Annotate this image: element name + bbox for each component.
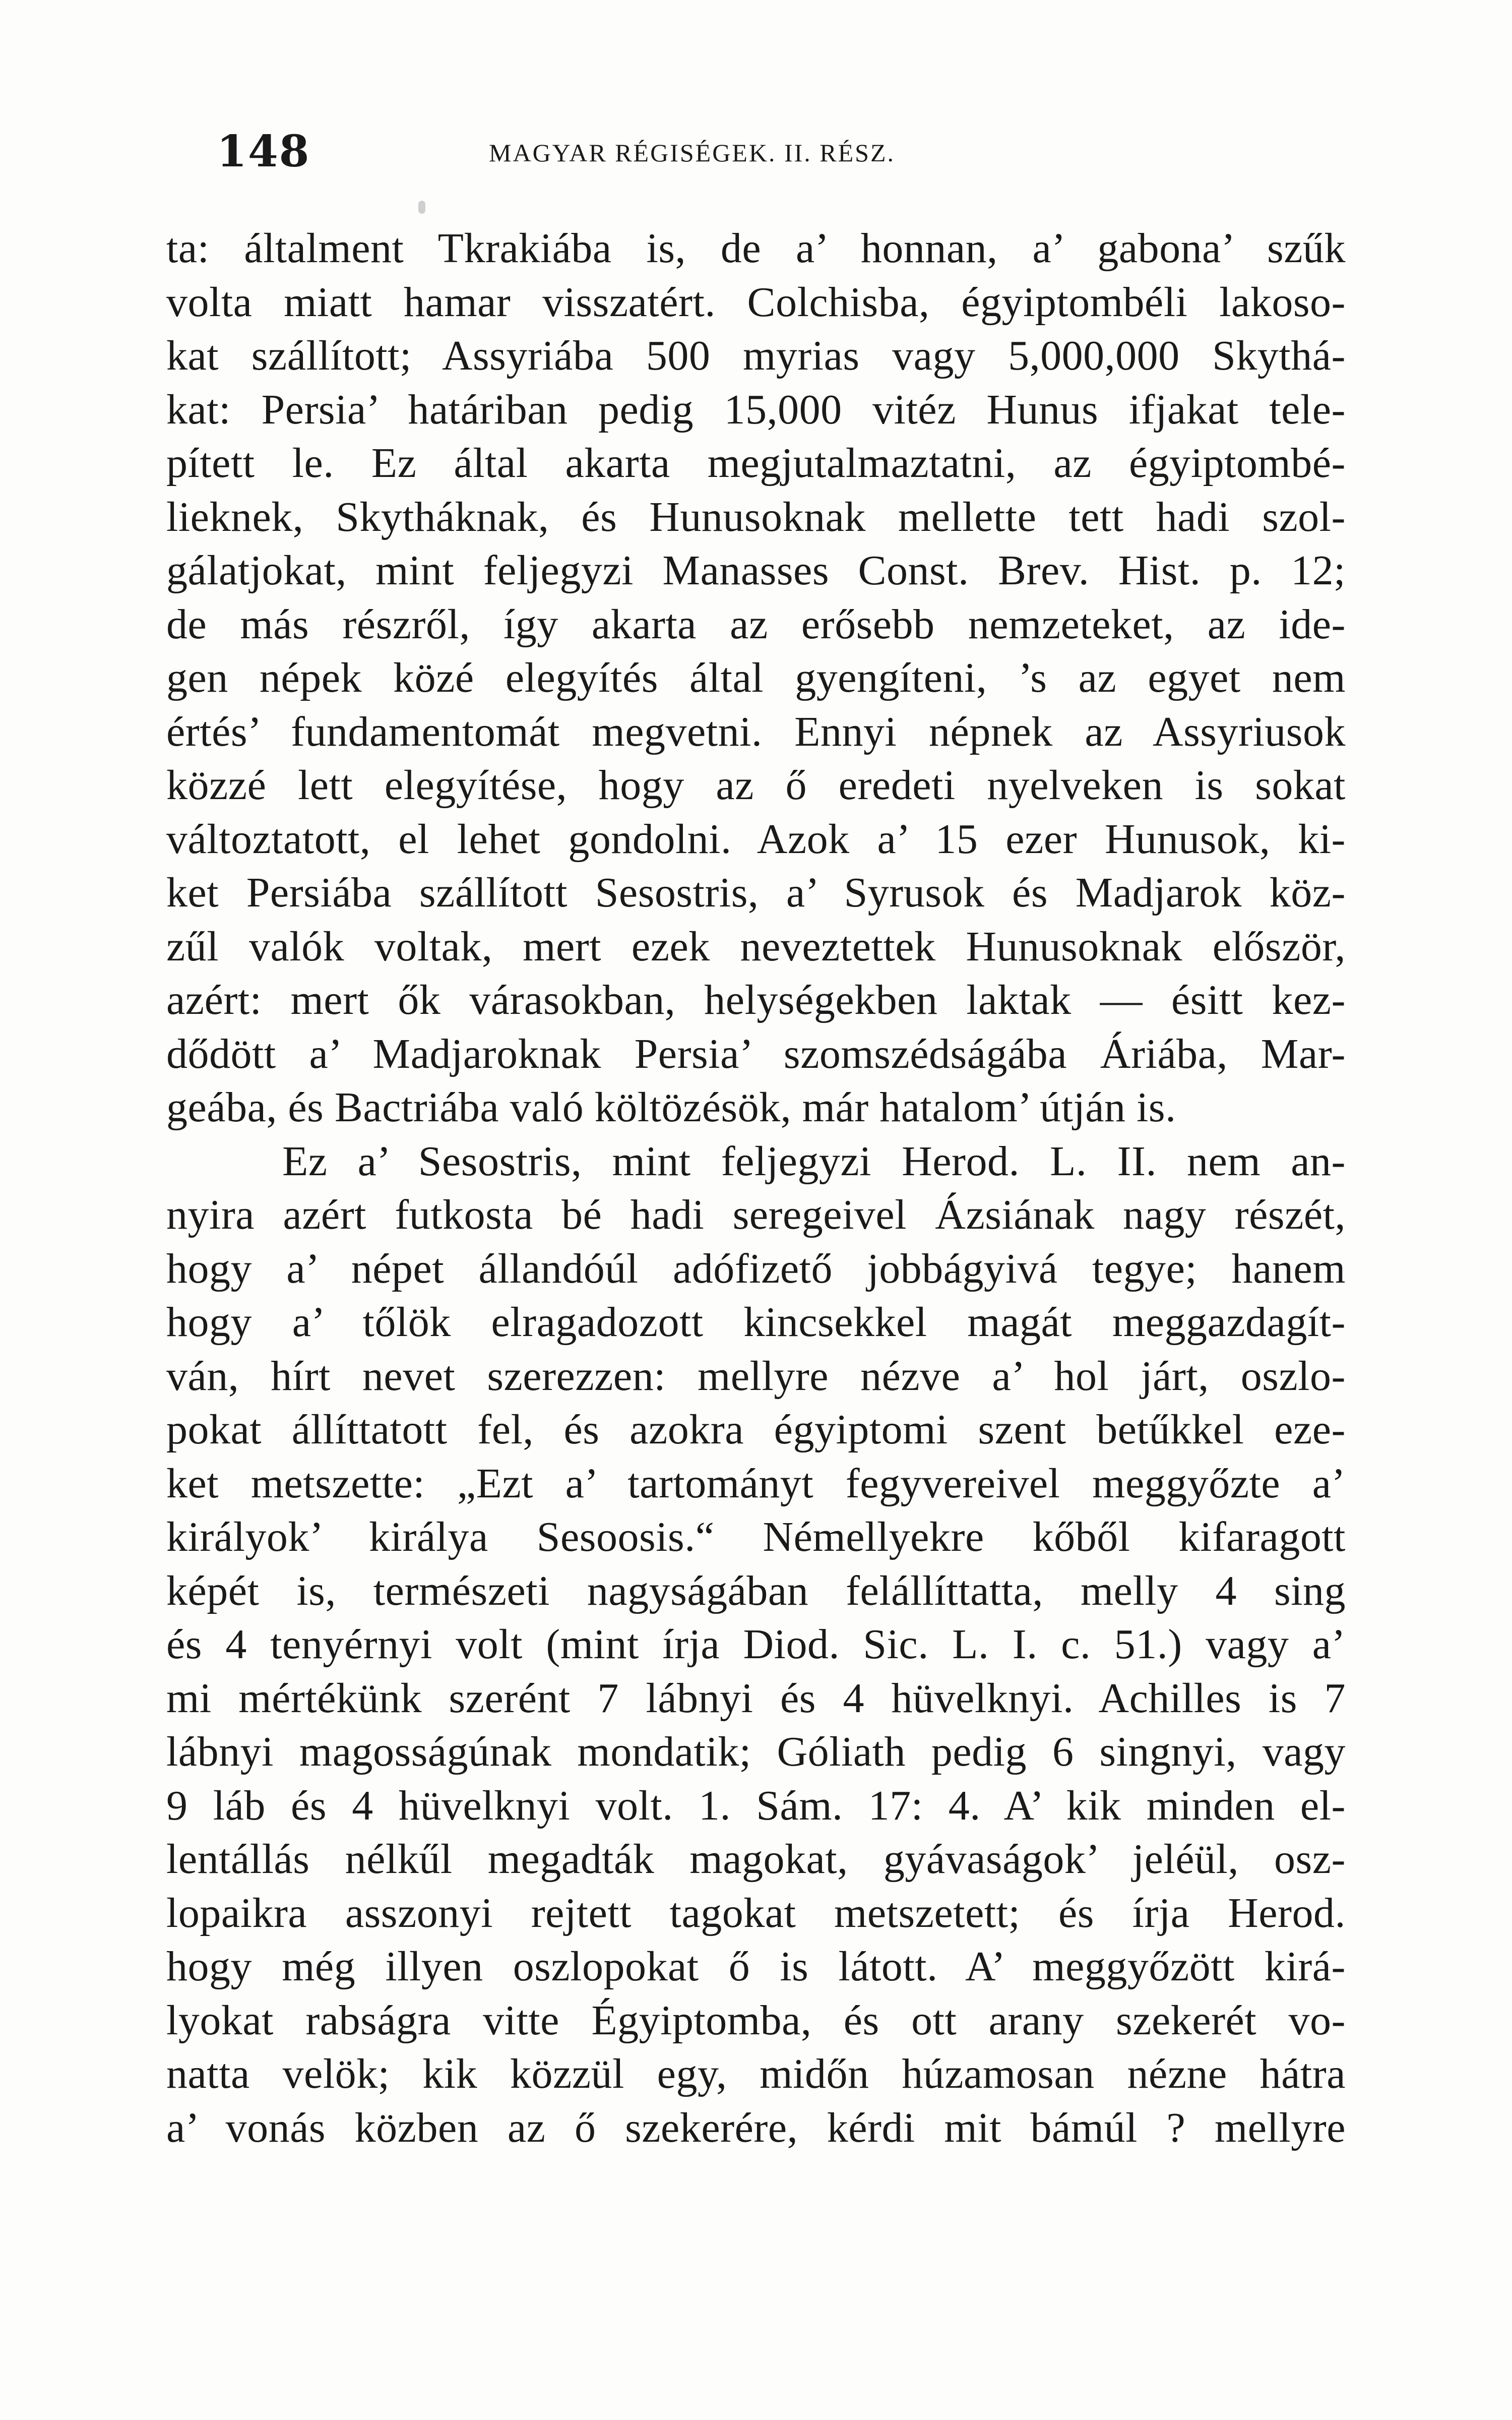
text-line: pített le. Ez által akarta megjutalmaztatni, az égyiptombé- (166, 440, 1346, 487)
text-line: változtatott, el lehet gondolni. Azok a’ 15 ezer Hunusok, ki- (166, 815, 1346, 863)
text-line: natta velök; kik közzül egy, midőn húzamosan nézne hátra (166, 2050, 1346, 2097)
text-line: 9 láb és 4 hüvelknyi volt. 1. Sám. 17: 4. A’ kik minden el- (166, 1782, 1346, 1829)
text-line: zűl valók voltak, mert ezek neveztettek Hunusoknak először, (166, 923, 1346, 970)
text-line: képét is, természeti nagyságában felállíttatta, melly 4 sing (166, 1567, 1346, 1614)
text-line: lieknek, Skytháknak, és Hunusoknak mellette tett hadi szol- (166, 493, 1346, 540)
text-line: de más részről, így akarta az erősebb nemzeteket, az ide- (166, 600, 1346, 648)
text-line: azért: mert ők várasokban, helységekben laktak — ésitt kez- (166, 977, 1346, 1023)
paragraph-first-line: Ez a’ Sesostris, mint feljegyzi Herod. L. II. nem an- (282, 1137, 1346, 1185)
text-line: hogy még illyen oszlopokat ő is látott. A’ meggyőzött kirá- (166, 1943, 1346, 1990)
text-line: geába, és Bactriába való költözésök, már hatalom’ útján is. (166, 1084, 1176, 1131)
text-line: volta miatt hamar visszatért. Colchisba, égyiptombéli lakoso- (166, 278, 1346, 326)
text-line: kat szállított; Assyriába 500 myrias vagy 5,000,000 Skythá- (166, 332, 1346, 379)
page-number: 148 (217, 126, 310, 177)
text-line: mi mértékünk szerént 7 lábnyi és 4 hüvelknyi. Achilles is 7 (166, 1674, 1346, 1722)
text-line: dődött a’ Madjaroknak Persia’ szomszédságába Áriába, Mar- (166, 1030, 1346, 1077)
text-line: gen népek közé elegyítés által gyengíteni, ’s az egyet nem (166, 654, 1346, 701)
running-head: MAGYAR RÉGISÉGEK. II. RÉSZ. (489, 139, 895, 167)
text-line: ket Persiába szállított Sesostris, a’ Syrusok és Madjarok köz- (166, 869, 1346, 916)
text-line: lyokat rabságra vitte Égyiptomba, és ott arany szekerét vo- (166, 1996, 1346, 2044)
text-line: hogy a’ népet állandóúl adófizető jobbágyivá tegye; hanem (166, 1245, 1346, 1292)
text-line: lábnyi magosságúnak mondatik; Góliath pedig 6 singnyi, vagy (166, 1728, 1346, 1775)
text-line: közzé lett elegyítése, hogy az ő eredeti nyelveken is sokat (166, 762, 1346, 809)
text-line: pokat állíttatott fel, és azokra égyiptomi szent betűkkel eze- (166, 1406, 1346, 1453)
text-line: és 4 tenyérnyi volt (mint írja Diod. Sic. L. I. c. 51.) vagy a’ (166, 1621, 1346, 1668)
text-line: hogy a’ tőlök elragadozott kincsekkel magát meggazdagít- (166, 1299, 1346, 1346)
text-line: királyok’ királya Sesoosis.“ Némellyekre kőből kifaragott (166, 1514, 1346, 1560)
text-line: gálatjokat, mint feljegyzi Manasses Const. Brev. Hist. p. 12; (166, 547, 1346, 594)
text-line: ket metszette: „Ezt a’ tartományt fegyvereivel meggyőzte a’ (166, 1460, 1346, 1507)
text-line: ta: általment Tkrakiába is, de a’ honnan, a’ gabona’ szűk (166, 225, 1346, 272)
text-line: kat: Persia’ határiban pedig 15,000 vitéz Hunus ifjakat tele- (166, 386, 1346, 433)
text-line: lentállás nélkűl megadták magokat, gyávaságok’ jeléül, osz- (166, 1836, 1346, 1883)
paper-stain (418, 201, 425, 214)
text-line: nyira azért futkosta bé hadi seregeivel Ázsiának nagy részét, (166, 1191, 1346, 1238)
text-line: a’ vonás közben az ő szekerére, kérdi mit bámúl ? mellyre (166, 2104, 1346, 2151)
text-line: értés’ fundamentomát megvetni. Ennyi népnek az Assyriusok (166, 708, 1346, 755)
page-header (171, 121, 1361, 176)
text-line: ván, hírt nevet szerezzen: mellyre nézve a’ hol járt, oszlo- (166, 1352, 1346, 1400)
text-line: lopaikra asszonyi rejtett tagokat metszetett; és írja Herod. (166, 1889, 1346, 1937)
body-text (166, 222, 1346, 2238)
